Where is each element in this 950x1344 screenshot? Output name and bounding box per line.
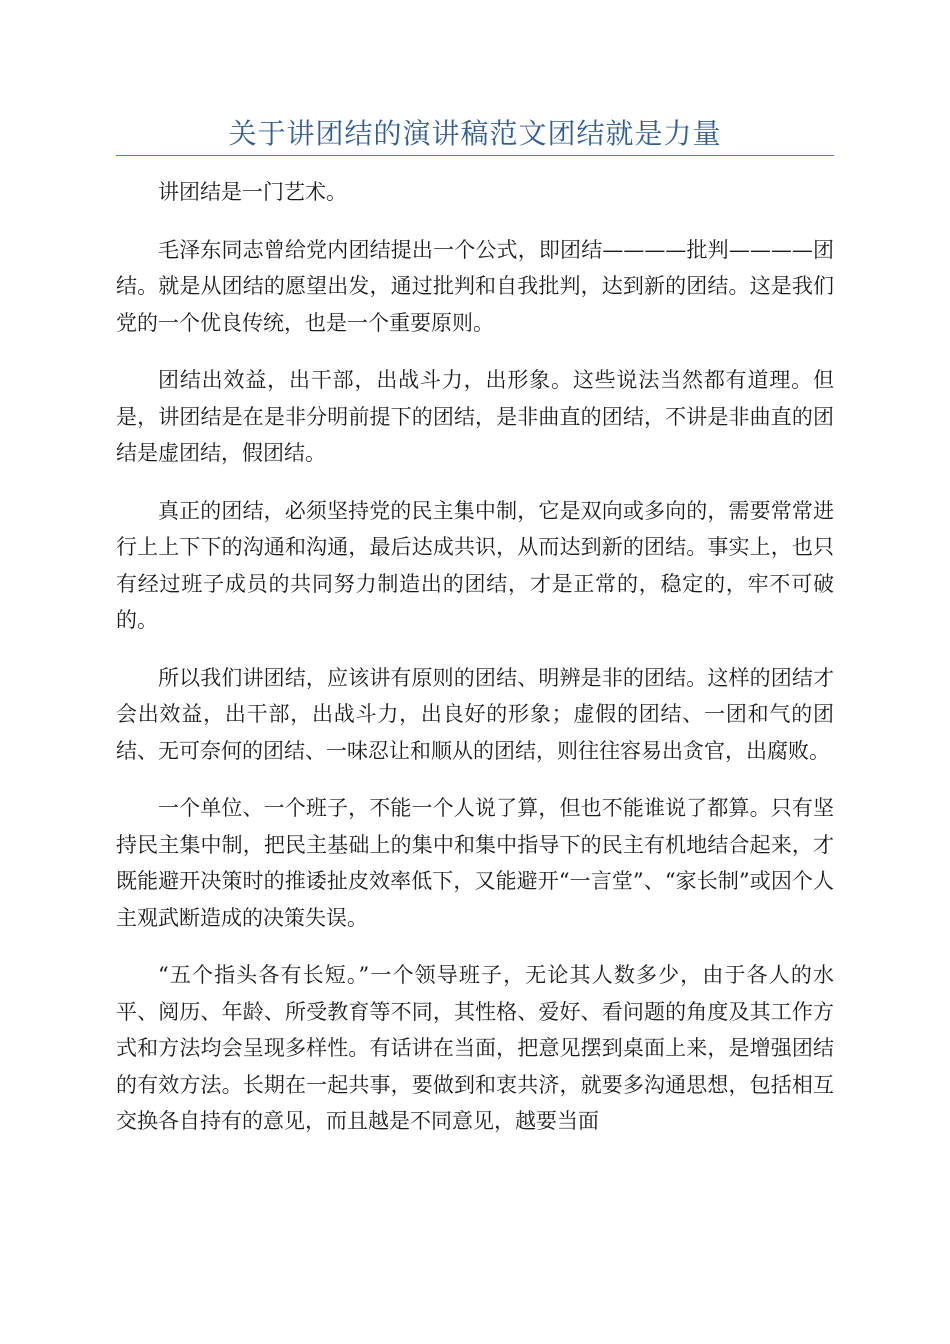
document-title: 关于讲团结的演讲稿范文团结就是力量: [228, 117, 722, 150]
paragraph: 讲团结是一门艺术。: [158, 180, 347, 204]
paragraph: 团结出效益，出干部，出战斗力，出形象。这些说法当然都有道理。但是，讲团结是在是非分明前提下的团结，是非曲直的团结，不讲是非曲直的团结是虚团结，假团结。: [116, 368, 834, 465]
paragraph: 一个单位、一个班子，不能一个人说了算，但也不能谁说了都算。只有坚持民主集中制，把民主基础上的集中和集中指导下的民主有机地结合起来，才既能避开决策时的推诿扯皮效率低下，又能避开“一言堂”、“家长制”或因个人主观武断造成的决策失误。: [116, 796, 834, 930]
paragraph: “五个指头各有长短。”一个领导班子，无论其人数多少，由于各人的水平、阅历、年龄、所受教育等不同，其性格、爱好、看问题的角度及其工作方式和方法均会呈现多样性。有话讲在当面，把意见摆到桌面上来，是增强团结的有效方法。长期在一起共事，要做到和衷共济，就要多沟通思想，包括相互交换各自持有的意见，而且越是不同意见，越要当面: [116, 963, 834, 1133]
paragraph: 所以我们讲团结，应该讲有原则的团结、明辨是非的团结。这样的团结才会出效益，出干部，出战斗力，出良好的形象；虚假的团结、一团和气的团结、无可奈何的团结、一味忍让和顺从的团结，则往往容易出贪官，出腐败。: [116, 665, 834, 763]
paragraph: 毛泽东同志曾给党内团结提出一个公式，即团结————批判————团结。就是从团结的愿望出发，通过批判和自我批判，达到新的团结。这是我们党的一个优良传统，也是一个重要原则。: [116, 237, 834, 335]
title-underline: [116, 155, 834, 156]
document-body: [116, 174, 834, 1161]
paragraph: 真正的团结，必须坚持党的民主集中制，它是双向或多向的，需要常常进行上上下下的沟通和沟通，最后达成共识，从而达到新的团结。事实上，也只有经过班子成员的共同努力制造出的团结，才是正常的，稳定的，牢不可破的。: [116, 498, 834, 632]
